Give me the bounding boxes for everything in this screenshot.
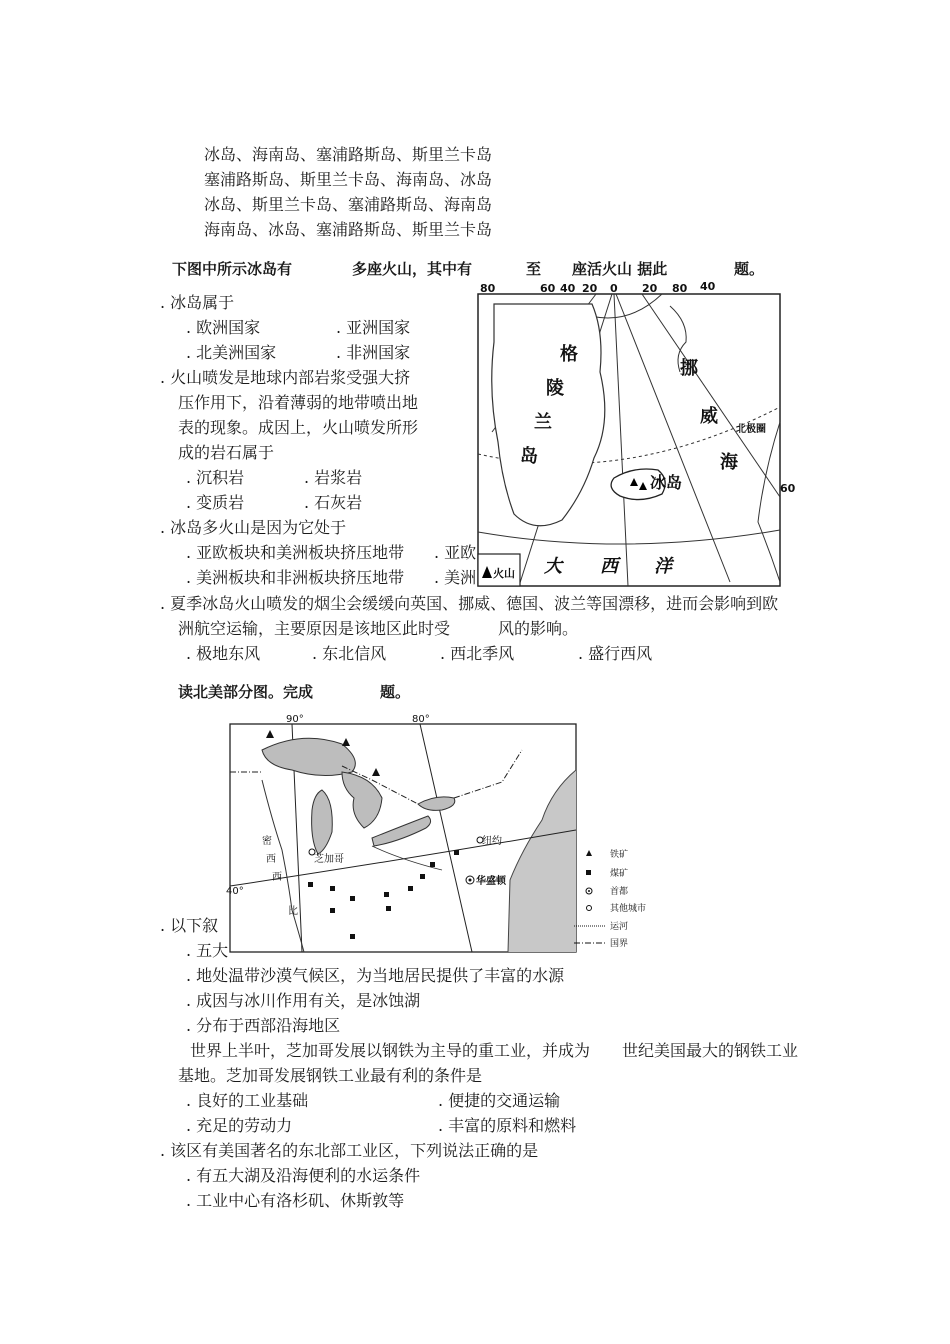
north-america-map [222,710,647,960]
q3-stem: . 冰岛多火山是因为它处于 [160,518,347,537]
q6-stem-3: 基地。芝加哥发展钢铁工业最有利的条件是 [178,1066,483,1085]
q4-opt-b: . 东北信风 [312,644,387,663]
atlantic-char: 大 [544,556,562,577]
greenland-char: 兰 [534,412,552,433]
newyork-label: 纽约 [482,836,502,847]
q7-stem: . 该区有美国著名的东北部工业区，下列说法正确的是 [160,1141,539,1160]
q5-opt-a: . 五大 [186,941,229,960]
q7-opt-b: . 工业中心有洛杉矶、休斯敦等 [186,1191,405,1210]
q6-stem-1: 世界上半叶，芝加哥发展以钢铁为主导的重工业，并成为 [190,1041,591,1060]
river-char: 西 [272,872,282,883]
map1-lon-label: 40 [700,280,716,293]
q1-opt-d: . 非洲国家 [336,343,411,362]
q3-opt-b: . 亚欧 [434,543,477,562]
section2-intro-b: 题。 [380,683,411,701]
atlantic-char: 洋 [654,556,672,577]
q2-opt-b: . 岩浆岩 [304,468,363,487]
legend-volcano-label: 火山 [493,567,515,580]
greenland-char: 岛 [520,446,538,467]
arctic-circle-label: 北极圈 [736,424,766,435]
map1-lon-label: 0 [610,282,618,295]
norwegian-sea-char: 挪 [680,358,698,379]
q7-opt-a: . 有五大湖及沿海便利的水运条件 [186,1166,421,1185]
map2-lat-label: 40° [226,886,244,897]
option-line-1: 冰岛、海南岛、塞浦路斯岛、斯里兰卡岛 [204,145,493,164]
river-char: 比 [288,906,298,917]
legend-canal: 运河 [610,922,629,932]
q1-opt-b: . 亚洲国家 [336,318,411,337]
q6-opt-d: . 丰富的原料和燃料 [438,1116,577,1135]
map1-lon-label: 60 [540,282,556,295]
map1-lon-label: 20 [642,282,658,295]
q5-opt-c: . 成因与冰川作用有关，是冰蚀湖 [186,991,421,1010]
map1-lon-label: 20 [582,282,598,295]
option-line-2: 塞浦路斯岛、斯里兰卡岛、海南岛、冰岛 [204,170,493,189]
norwegian-sea-char: 威 [700,406,718,427]
q4-stem-3: 风的影响。 [498,619,579,638]
q2-stem-2: 压作用下，沿着薄弱的地带喷出地 [178,393,419,412]
norwegian-sea-char: 海 [720,452,738,473]
iceland-map [474,282,794,592]
section1-intro-d: 座活火山 据此 [572,260,668,278]
map2-lon-label: 90° [286,714,304,725]
q2-stem-3: 表的现象。成因上，火山喷发所形 [178,418,419,437]
q2-stem-1: . 火山喷发是地球内部岩浆受强大挤 [160,368,411,387]
q4-opt-a: . 极地东风 [186,644,261,663]
q2-opt-a: . 沉积岩 [186,468,245,487]
washington-label: 华盛顿 [476,876,506,887]
legend-border: 国界 [610,939,629,949]
map2-legend [574,848,646,949]
legend-capital: 首都 [610,887,629,897]
chicago-label: 芝加哥 [314,854,344,865]
greenland-char: 格 [560,344,578,365]
section2-intro-a: 读北美部分图。完成 [178,683,314,701]
q2-opt-c: . 变质岩 [186,493,245,512]
section1-intro-c: 至 [526,260,542,278]
iceland-label: 冰岛 [650,473,683,492]
q4-stem-1: . 夏季冰岛火山喷发的烟尘会缓缓向英国、挪威、德国、波兰等国漂移，进而会影响到欧 [160,594,779,613]
river-char: 西 [266,854,276,865]
q2-opt-d: . 石灰岩 [304,493,363,512]
q5-stem: . 以下叙 [160,916,219,935]
legend-coal: 煤矿 [610,869,629,879]
q6-stem-2: 世纪美国最大的钢铁工业 [622,1041,799,1060]
legend-iron: 铁矿 [610,850,629,860]
map1-lon-label: 80 [480,282,496,295]
q1-opt-a: . 欧洲国家 [186,318,261,337]
q4-opt-d: . 盛行西风 [578,644,653,663]
q3-opt-d: . 美洲 [434,568,477,587]
q4-stem-2: 洲航空运输，主要原因是该地区此时受 [178,619,451,638]
river-char: 密 [262,836,272,847]
map1-lon-label: 80 [672,282,688,295]
greenland-char: 陵 [546,378,564,399]
section1-intro-b: 多座火山，其中有 [352,260,473,278]
q5-opt-d: . 分布于西部沿海地区 [186,1016,341,1035]
option-line-3: 冰岛、斯里兰卡岛、塞浦路斯岛、海南岛 [204,195,493,214]
q3-opt-a: . 亚欧板块和美洲板块挤压地带 [186,543,405,562]
option-line-4: 海南岛、冰岛、塞浦路斯岛、斯里兰卡岛 [204,220,493,239]
map1-lat-label: 60 [780,482,796,495]
map1-lon-label: 40 [560,282,576,295]
atlantic-char: 西 [600,556,618,577]
q5-opt-b: . 地处温带沙漠气候区，为当地居民提供了丰富的水源 [186,966,565,985]
q6-opt-a: . 良好的工业基础 [186,1091,309,1110]
q6-opt-b: . 便捷的交通运输 [438,1091,561,1110]
q4-opt-c: . 西北季风 [440,644,515,663]
q2-stem-4: 成的岩石属于 [178,443,275,462]
legend-city: 其他城市 [610,904,647,914]
q6-opt-c: . 充足的劳动力 [186,1116,293,1135]
section1-intro-e: 题。 [734,260,765,278]
section1-intro-a: 下图中所示冰岛有 [172,260,293,278]
map2-lon-label: 80° [412,714,430,725]
q1-stem: . 冰岛属于 [160,293,235,312]
q3-opt-c: . 美洲板块和非洲板块挤压地带 [186,568,405,587]
q1-opt-c: . 北美洲国家 [186,343,277,362]
